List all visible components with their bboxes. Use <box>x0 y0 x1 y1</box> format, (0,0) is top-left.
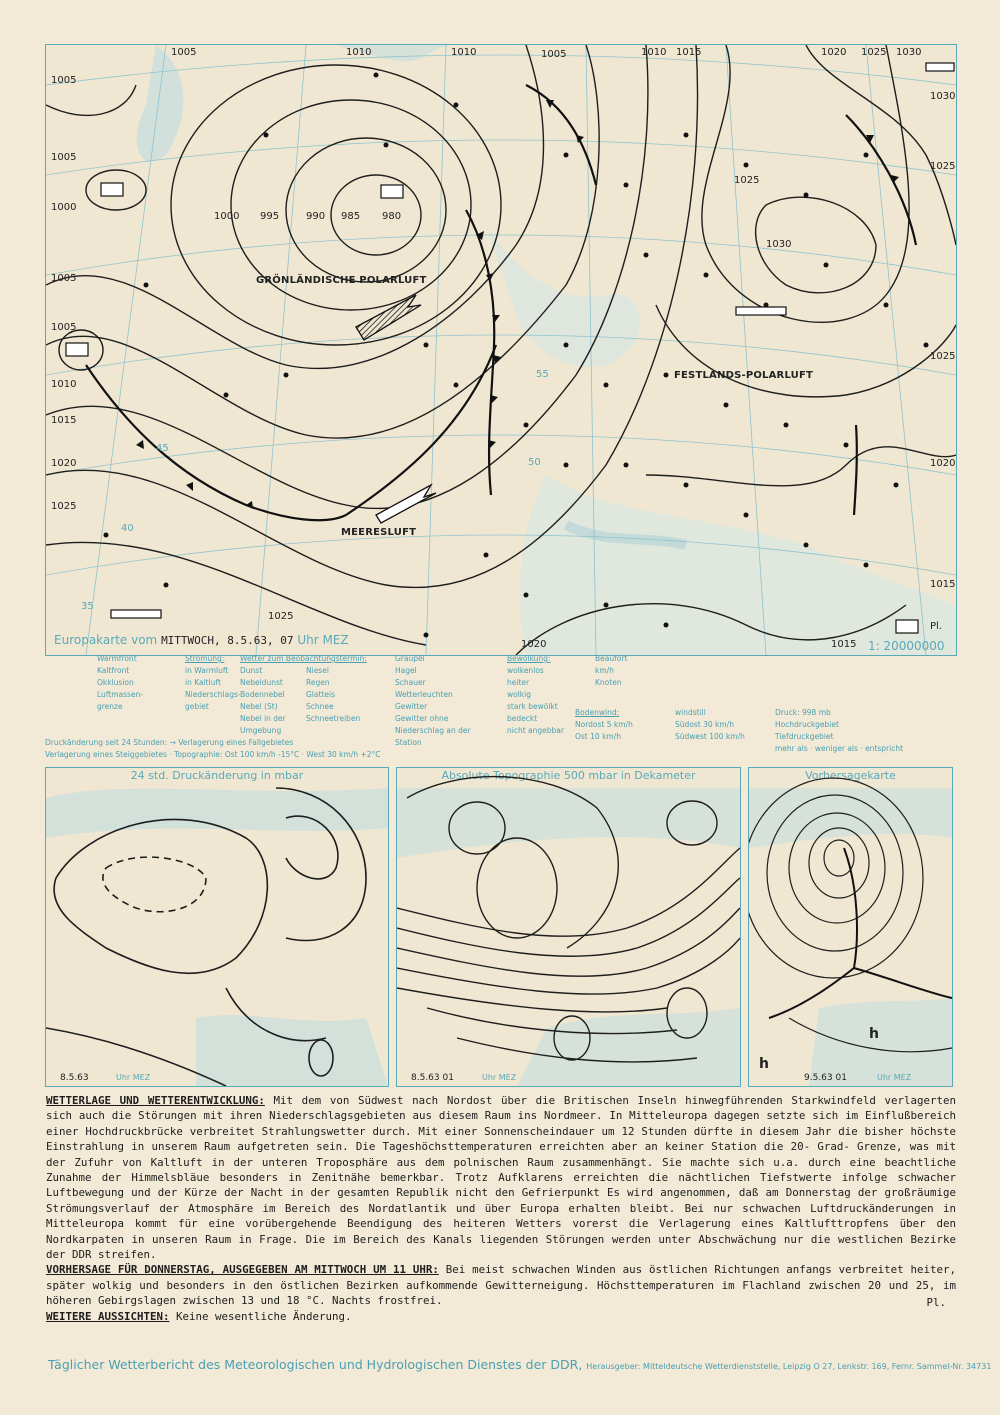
caption-day: MITTWOCH, 8.5.63, 07 <box>161 634 294 647</box>
legend-item: Gewitter ohne Niederschlag an der Station <box>395 714 471 747</box>
panel-forecast <box>748 767 953 1087</box>
isobar-label: 1020 <box>521 639 547 650</box>
legend-item: windstill <box>675 708 706 717</box>
legend-item: Knoten <box>595 678 622 687</box>
panel-unit: Uhr MEZ <box>482 1073 517 1082</box>
isobar-label: 1015 <box>930 579 956 590</box>
report-section-forecast <box>46 1262 956 1308</box>
legend-item: Schneetreiben <box>306 714 361 723</box>
panel-pressure-change <box>45 767 389 1087</box>
legend-druckaenderung: Druckänderung seit 24 Stunden: <box>45 738 168 747</box>
isobar-label: 1015 <box>676 47 702 58</box>
report-body: Bei meist schwachen Winden aus östlichen Richtungen anfangs verbreitet heiter, später wolkig und besonders in den östlichen Bezirken aufkommende Gewitterneigung. Höchsttemperaturen im Flachland zwischen 20 und 25, im höheren Gebirgslagen zwischen 13 und 18 °C. Nachts frostfrei. <box>46 1263 956 1308</box>
isobar-label: 1015 <box>51 415 77 426</box>
report-body: Mit dem von Südwest nach Nordost über die Britischen Inseln hinwegführenden Starkwindfeld verlagerten sich auch die Störungen mit ihren Niederschlagsgebieten aus diesem Raum ins Nordmeer. In Mitteleuropa dagegen setzte sich im Einflußbereich einer Hochdruckbrücke verbreitet Strahlungswetter durch. Mit einer Sonnenscheindauer um 12 Stunden dürfte in diesem Jahr die bisher höchste Einstrahlung in unserem Raum aufgetreten sein. Die Tageshöchsttemperaturen erreichten aber an keiner Station die 20- Grad- Grenze, was mit der Zufuhr von Kaltluft in der unteren Troposphäre aus dem polnischen Raum zusammenhängt. Sie machte sich u.a. durch eine beachtliche Zunahme der Himmelsbläue besonders in Zenitnähe bemerkbar. Trotz Aufklarens erreichten die nächtlichen Tiefstwerte infolge schwacher Luftbewegung und der Kürze der Nacht in der gesamten Republik nicht den Gefrierpunkt Es wird angenommen, daß am Donnerstag der großräumige Strömungsverlauf der Atmosphäre im Bereich des Nordatlantik und über Europa erhalten bleibt. Bei nur schwachen Luftdruckänderungen in Mitteleuropa kommt für eine vorübergehende Beendigung des heiteren Wetters vorerst die Verlagerung eines Kaltlufttropfens über den Nordkarpaten in unseren Raum in Frage. Die im Bereich des Kanals liegenden Störungen werden unter Abschwächung nur die westlichen Bezirke der DDR streifen. <box>46 1094 956 1262</box>
report-heading: WEITERE AUSSICHTEN: <box>46 1309 170 1323</box>
legend-item: Nebeldunst <box>240 678 283 687</box>
report-heading: WETTERLAGE UND WETTERENTWICKLUNG: <box>46 1094 265 1107</box>
isobar-label: 1010 <box>51 379 77 390</box>
isobar-label: 985 <box>341 211 361 222</box>
legend-heading: Bewölkung: <box>507 654 551 663</box>
legend-item: Druck: 998 mb <box>775 708 831 717</box>
legend-mehr: mehr als <box>775 744 808 753</box>
legend-item: Nebel (St) Nebel in der Umgebung <box>240 702 286 735</box>
legend-item: Dunst <box>240 666 263 675</box>
panel-date: 8.5.63 <box>60 1073 89 1083</box>
legend-item: mehr als · weniger als · entspricht <box>775 744 904 753</box>
latitude-label: 50 <box>528 457 541 468</box>
legend-item: Südost 30 km/h <box>675 720 734 729</box>
legend-item: Ost 10 km/h <box>575 732 621 741</box>
legend-item: Hagel <box>395 666 417 675</box>
legend-stroemung <box>145 653 241 713</box>
legend-item: Okklusion <box>97 678 134 687</box>
map-graphics <box>46 45 956 655</box>
legend-topo: Topographie: <box>174 750 223 759</box>
map-signature: Pl. <box>930 621 942 632</box>
panel-graphics <box>749 768 952 1086</box>
legend-item: Niederschlags-gebiet <box>185 690 241 711</box>
airmass-label: FESTLANDS-POLARLUFT <box>674 370 814 381</box>
report-heading: VORHERSAGE FÜR DONNERSTAG, AUSGEGEBEN AM MITTWOCH UM 11 UHR: <box>46 1263 439 1277</box>
report-section-situation <box>46 1093 956 1262</box>
legend-west: West 30 km/h +2°C <box>306 750 381 759</box>
legend-item: Bodennebel <box>240 690 285 699</box>
footer <box>48 1357 992 1372</box>
legend-item: Wetterleuchten <box>395 690 453 699</box>
legend-item: Niesel <box>306 666 329 675</box>
panel-title: Absolute Topographie 500 mbar in Dekameter <box>441 769 696 782</box>
legend-item: Warmfront <box>97 654 137 663</box>
panel-time: 01 <box>835 1073 847 1083</box>
isobar-label: 1000 <box>214 211 240 222</box>
footer-publisher: Täglicher Wetterbericht des Meteorologischen und Hydrologischen Dienstes der DDR, <box>48 1357 583 1372</box>
panel-unit: Uhr MEZ <box>877 1073 912 1082</box>
legend-fall: Verlagerung eines Fallgebietes <box>178 738 294 747</box>
panel-title: 24 std. Druckänderung in mbar <box>130 769 304 782</box>
isobar-label: 1025 <box>268 611 294 622</box>
isobar-label: 1000 <box>51 202 77 213</box>
isobar-label: 1005 <box>51 273 77 284</box>
isobar-label: 1025 <box>930 161 956 172</box>
legend-ost: Ost 100 km/h -15°C <box>224 750 300 759</box>
panel-date <box>804 1073 847 1083</box>
isobar-label: 990 <box>306 211 326 222</box>
panel-topography-500 <box>396 767 741 1087</box>
legend-item: Hochdruckgebiet <box>775 720 839 729</box>
report-section-outlook <box>46 1295 956 1324</box>
latitude-label: 45 <box>156 443 169 454</box>
legend-druck <box>775 707 955 755</box>
europe-weather-map <box>45 44 957 656</box>
caption-prefix: Europakarte vom <box>54 633 158 647</box>
legend-item: Regen <box>306 678 330 687</box>
legend-beaufort <box>595 653 645 689</box>
isobar-label: 1030 <box>896 47 922 58</box>
panel-title: Vorhersagekarte <box>805 769 896 782</box>
caption-suffix: Uhr MEZ <box>297 633 349 647</box>
panel-graphics <box>46 768 388 1086</box>
legend-item: Luftmassen-grenze <box>97 690 144 711</box>
legend-entspricht: entspricht <box>865 744 904 753</box>
latitude-label: 55 <box>536 369 549 380</box>
isobar-label: 1030 <box>930 91 956 102</box>
isobar-label: 1025 <box>930 351 956 362</box>
legend-item: wolkig <box>507 690 531 699</box>
isobar-label: 995 <box>260 211 280 222</box>
legend-weniger: weniger als <box>814 744 858 753</box>
report-signature: Pl. <box>926 1295 946 1309</box>
legend-wetter <box>240 653 390 737</box>
legend-wind-2 <box>675 707 765 743</box>
legend-fronts <box>45 653 145 713</box>
legend-heading: Bodenwind: <box>575 708 620 717</box>
isobar-label: 1025 <box>861 47 887 58</box>
isobar-label: 1020 <box>930 458 956 469</box>
legend-item: Gewitter <box>395 702 428 711</box>
isobar-label: 1025 <box>734 175 760 186</box>
weather-report <box>46 1093 956 1324</box>
legend-heading: Wetter zum Beobachtungstermin: <box>240 654 367 663</box>
legend-item: Schnee <box>306 702 334 711</box>
legend-topographie <box>45 737 505 761</box>
footer-address: Herausgeber: Mitteldeutsche Wetterdienststelle, Leipzig O 27, Lenkstr. 169, Fernr. Sammel-Nr. 34731 <box>586 1362 992 1371</box>
airmass-label: MEERESLUFT <box>341 527 417 538</box>
map-caption <box>54 633 349 647</box>
legend-item: stark bewölkt <box>507 702 558 711</box>
legend-item: Graupel <box>395 654 425 663</box>
legend-item: nicht angebbar <box>507 726 564 735</box>
legend-item: Kaltfront <box>97 666 130 675</box>
isobar-label: 1005 <box>541 49 567 60</box>
isobar-label: 1005 <box>171 47 197 58</box>
isobar-label: 1030 <box>766 239 792 250</box>
legend-item: km/h <box>595 666 614 675</box>
legend-item: Verlagerung eines Steiggebietes · Topographie: Ost 100 km/h -15°C · West 30 km/h +2°C <box>45 750 381 759</box>
isobar-label: 1020 <box>51 458 77 469</box>
isobar-label: 1025 <box>51 501 77 512</box>
legend-item: bedeckt <box>507 714 538 723</box>
legend-item: Glatteis <box>306 690 335 699</box>
isobar-label: 980 <box>382 211 402 222</box>
legend-item: wolkenlos <box>507 666 544 675</box>
isobar-label: 1005 <box>51 322 77 333</box>
map-scale: 1: 20000000 <box>868 639 945 653</box>
isobar-label: 1010 <box>346 47 372 58</box>
map-legend <box>45 653 955 763</box>
legend-item: Nordost 5 km/h <box>575 720 633 729</box>
latitude-label: 40 <box>121 523 134 534</box>
legend-item: Schauer <box>395 678 426 687</box>
panel-date <box>411 1073 454 1083</box>
legend-steig: Verlagerung eines Steiggebietes <box>45 750 167 759</box>
legend-wetter-2 <box>395 653 500 749</box>
panel-time: 01 <box>442 1073 454 1083</box>
isobar-label: 1020 <box>821 47 847 58</box>
isobar-label: 1010 <box>451 47 477 58</box>
high-pressure-symbol: h <box>759 1056 769 1072</box>
isobar-label: 1005 <box>51 75 77 86</box>
legend-item: heiter <box>507 678 530 687</box>
panel-unit: Uhr MEZ <box>116 1073 151 1082</box>
legend-heading: Beaufort <box>595 654 628 663</box>
isobar-label: 1015 <box>831 639 857 650</box>
panel-date-value: 9.5.63 <box>804 1073 833 1083</box>
report-body: Keine wesentliche Änderung. <box>176 1309 352 1323</box>
legend-item: in Warmluft <box>185 666 229 675</box>
isobar-label: 1005 <box>51 152 77 163</box>
high-pressure-symbol: h <box>869 1026 879 1042</box>
legend-item: in Kaltluft <box>185 678 221 687</box>
legend-item: Südwest 100 km/h <box>675 732 745 741</box>
legend-item: Druckänderung seit 24 Stunden: → Verlagerung eines Fallgebietes <box>45 738 294 747</box>
isobar-label: 1010 <box>641 47 667 58</box>
panel-graphics <box>397 768 740 1086</box>
legend-item: Tiefdruckgebiet <box>775 732 834 741</box>
panel-date-value: 8.5.63 <box>411 1073 440 1083</box>
legend-heading: Strömung: <box>185 654 225 663</box>
latitude-label: 35 <box>81 601 94 612</box>
airmass-label: GRÖNLÄNDISCHE POLARLUFT <box>256 275 427 286</box>
